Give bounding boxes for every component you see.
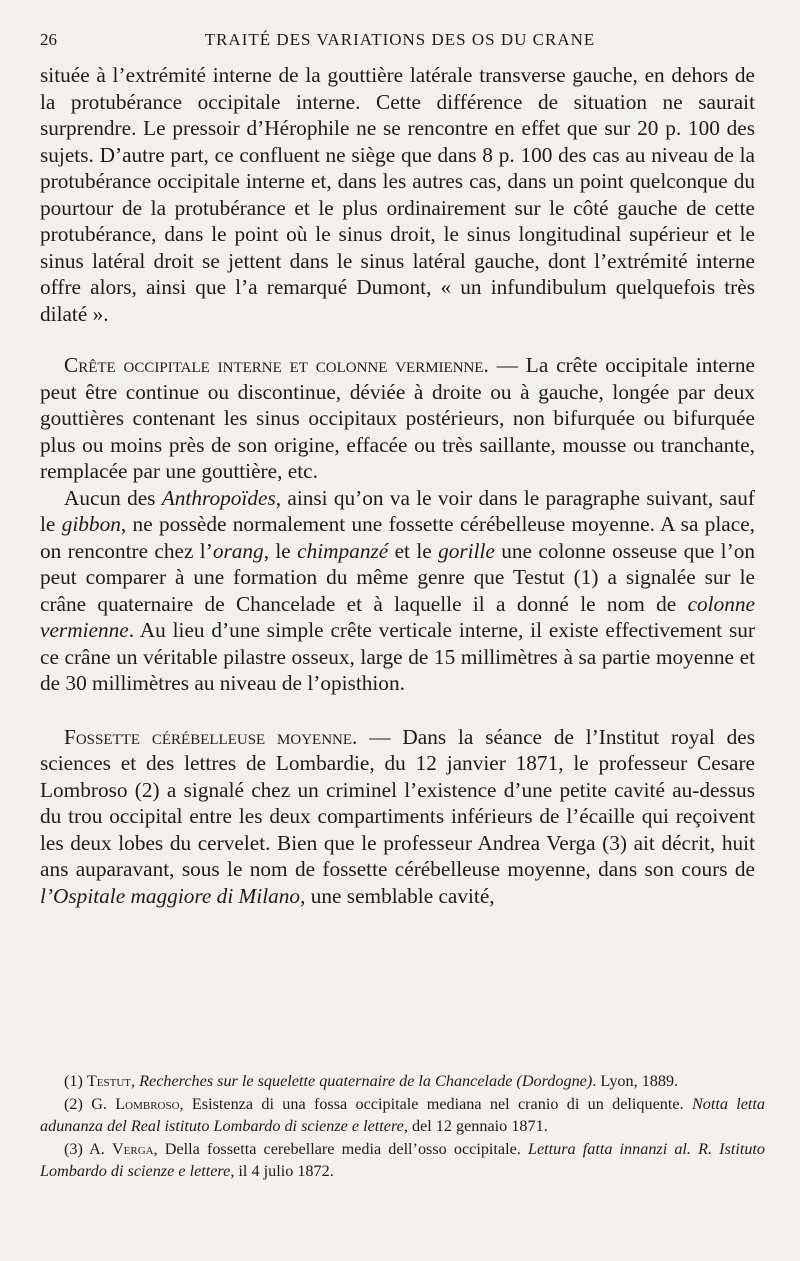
text-run: ,: [131, 1072, 140, 1090]
paragraph-2-text: — La crête occipitale interne peut être continue ou discontinue, déviée à droite ou à gauche, longée par deux gouttières contenant les sinus occipitaux postérieurs, non bifurquée ou bifurquée plus ou moins près de son origine, effacée ou très saillante, mousse ou tranchante, remplacée par une gouttière, etc.: [40, 353, 755, 483]
footnote-author: Lombroso: [115, 1095, 180, 1113]
text-run: , Esistenza di una fossa occipitale mediana nel cranio di un deliquente.: [179, 1095, 692, 1113]
footnote-3: [40, 1138, 765, 1182]
footnotes: [40, 1070, 765, 1183]
text-run: — Dans la séance de l’Institut royal des sciences et des lettres de Lombardie, du 12 janvier 1871, le professeur Cesare Lombroso (2) a signalé chez un criminel l’existence d’une petite cavité au-dessus du trou occipital entre les deux compartiments inférieurs de l’écaille qui reçoivent les deux lobes du cervelet. Bien que le professeur Andrea Verga (3) ait décrit, huit ans auparavant, sous le nom de fossette cérébelleuse moyenne, dans son cours de: [40, 724, 755, 881]
text-run: , ainsi qu’on va le voir dans le paragraphe suivant, sauf le: [40, 485, 755, 536]
footnote-author: Verga: [111, 1140, 154, 1158]
italic-term: colonne vermienne: [40, 591, 755, 642]
text-run: Aucun des: [64, 485, 162, 510]
italic-term: gorille: [438, 538, 495, 563]
text-run: . Lyon, 1889.: [592, 1072, 679, 1090]
italic-term: l’Ospitale maggiore di Milano: [40, 883, 301, 908]
paragraph-3: [40, 485, 755, 697]
page-number: 26: [40, 30, 57, 49]
footnote-1: [40, 1070, 765, 1092]
footnote-title: Lettura fatta innanzi al. R. Istituto Lombardo di scienze e lettere: [40, 1140, 766, 1180]
paragraph-1: située à l’extrémité interne de la gouttière latérale transverse gauche, en dehors de la protubérance occipitale interne. Cette différence de situation ne saurait surprendre. Le pressoir d’Hérophile ne se rencontre en effet que sur 20 p. 100 des sujets. D’autre part, ce confluent ne siège que dans 8 p. 100 des cas au niveau de la protubérance occipitale interne et, dans les autres cas, dans un point quelconque du pourtour de la protubérance et le plus ordinairement sur le côté gauche de cette protubérance, dans le point où le sinus droit, le sinus longitudinal supérieur et le sinus latéral droit se jettent dans le sinus latéral gauche, dont l’extrémité interne offre alors, ainsi que l’a remarqué Dumont, « un infundibulum quelquefois très dilaté ».: [40, 63, 755, 326]
text-run: et le: [388, 538, 439, 563]
footnote-2: [40, 1093, 765, 1137]
footnote-number: (2) G.: [64, 1095, 116, 1113]
text-run: . Au lieu d’une simple crête verticale interne, il existe effectivement sur ce crâne un véritable pilastre osseux, large de 15 millimètres à sa partie moyenne et de 30 millimètres au niveau de l’opisthion.: [40, 618, 755, 695]
italic-term: gibbon: [61, 512, 121, 536]
italic-term: orang: [212, 538, 264, 563]
footnote-title: Notta letta adunanza del Real istituto Lombardo di scienze e lettere: [40, 1095, 766, 1135]
text-run: , il 4 julio 1872.: [230, 1162, 334, 1180]
footnote-author: Testut: [86, 1072, 132, 1090]
text-run: , ne possède normalement une fossette cérébelleuse moyenne. A sa place, on rencontre chez l’: [40, 512, 755, 563]
text-run: , une semblable cavité,: [300, 883, 495, 908]
italic-term: chimpanzé: [297, 538, 389, 563]
italic-term: Anthropoïdes: [161, 485, 276, 510]
section-heading-crete-occipitale: Crête occipitale interne et colonne vermienne.: [64, 353, 489, 377]
section-heading-fossette: Fossette cérébelleuse moyenne.: [64, 724, 358, 749]
paragraph-4: [40, 724, 755, 910]
page-header: [40, 30, 760, 54]
footnote-number: (3) A.: [64, 1140, 112, 1158]
text-run: , le: [263, 538, 298, 563]
text-run: une colonne osseuse que l’on peut comparer à une formation du même genre que Testut (1) a signalée sur le crâne quaternaire de Chancelade et à laquelle il a donné le nom de: [40, 538, 755, 616]
footnote-title: Recherches sur le squelette quaternaire de la Chancelade (Dordogne): [139, 1072, 593, 1090]
running-title: TRAITÉ DES VARIATIONS DES OS DU CRANE: [204, 30, 596, 49]
body-text: [40, 62, 755, 909]
text-run: , del 12 gennaio 1871.: [403, 1117, 548, 1135]
text-run: , Della fossetta cerebellare media dell’osso occipitale.: [153, 1140, 528, 1158]
paragraph-2: [40, 352, 755, 485]
footnote-number: (1): [64, 1072, 87, 1090]
